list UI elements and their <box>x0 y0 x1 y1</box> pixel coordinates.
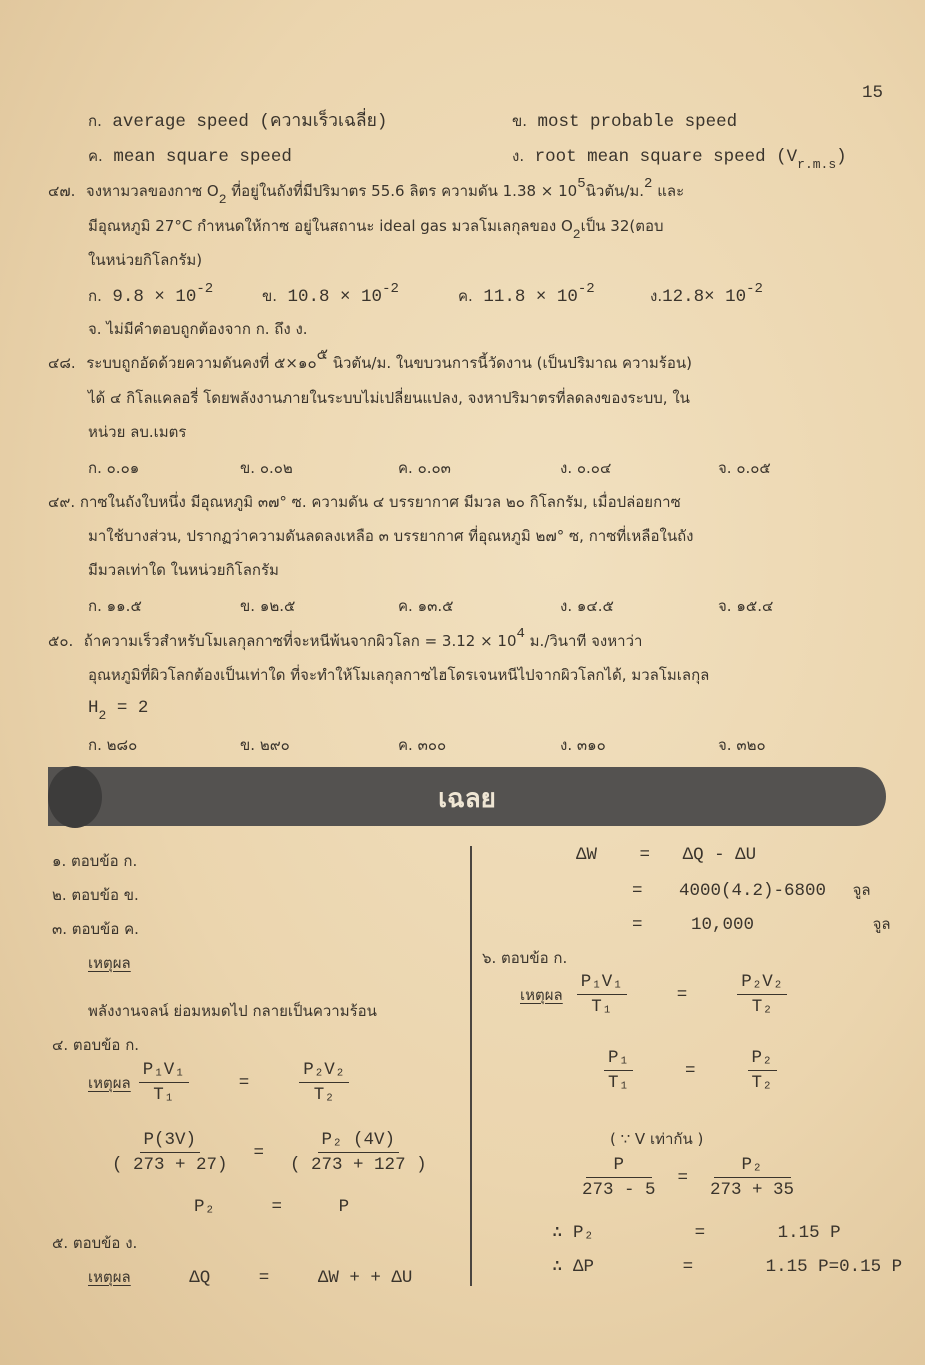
answer-option[interactable]: ข. ๒๙๐ <box>240 736 290 754</box>
reason-label: เหตุผล <box>88 954 131 972</box>
question-number: ๔๙. <box>48 493 76 511</box>
answer-option[interactable]: ง. ๓๑๐ <box>560 736 606 754</box>
prev-option-a: ก. average speed (ความเร็วเฉลี่ย) <box>88 112 388 132</box>
answer-2: ๒. ตอบข้อ ข. <box>52 886 139 904</box>
answer-6: ๖. ตอบข้อ ก. <box>482 949 568 967</box>
question-49-line-3: มีมวลเท่าใด ในหน่วยกิโลกรัม <box>88 561 279 579</box>
question-49: ๔๙. กาซในถังใบหนึ่ง มีอุณหภูมิ ๓๗° ซ. ความดัน ๔ บรรยากาศ มีมวล ๒๐ กิโลกรัม, เมื่อปล่อยกาซ <box>48 493 681 511</box>
answer-4-equation-1: เหตุผล $\frac{\text{P₁V₁}}{\text{T₁}}$ = $\frac{\text{P₂V₂}}{\text{T₂}}$ <box>88 1058 349 1107</box>
answer-5-continued-1: ΔW = ΔQ - ΔU <box>576 845 757 865</box>
prev-option-b: ข. most probable speed <box>512 112 738 132</box>
question-number: ๔๗. <box>48 182 76 200</box>
prev-option-c: ค. mean square speed <box>88 147 292 167</box>
answer-option[interactable]: จ. ๑๕.๔ <box>718 597 774 615</box>
prev-option-d: ง. root mean square speed $(V_{r.m.s})$ <box>512 147 847 172</box>
answer-6-equation-2: $\frac{\text{P₁}}{\text{T₁}}$ = $\frac{\text{P₂}}{\text{T₂}}$ <box>604 1046 777 1095</box>
answer-option[interactable]: ข. ๑๒.๕ <box>240 597 296 615</box>
banner-title: เฉลย <box>438 784 496 814</box>
question-50: ๕๐. ถ้าความเร็วสำหรับโมเลกุลกาซที่จะหนีพ้นจากผิวโลก = $3.12 \times 10^4$ ม./วินาที จงหาว่า <box>48 626 643 650</box>
answer-option[interactable]: ก. ๐.๐๑ <box>88 459 140 477</box>
question-50-line-2: อุณหภูมิที่ผิวโลกต้องเป็นเท่าใด ที่จะทำให้โมเลกุลกาซไฮโดรเจนหนีไปจากผิวโลกได้, มวลโมเลกุล <box>88 666 710 684</box>
answer-option[interactable]: ก. ๒๘๐ <box>88 736 138 754</box>
question-47-line-3: ในหน่วยกิโลกรัม) <box>88 251 203 269</box>
question-number: ๕๐. <box>48 632 74 650</box>
answer-6-equation-4: ∴ P₂ = 1.15 P <box>552 1223 841 1243</box>
answer-1: ๑. ตอบข้อ ก. <box>52 852 138 870</box>
answer-4-equation-2: $\frac{P(3V)}{( 273 + 27)}$ = $\frac{\text{P₂ (4V)}}{( 273 + 127 )}$ <box>112 1130 427 1175</box>
answer-5: ๕. ตอบข้อ ง. <box>52 1234 138 1252</box>
answer-6-equation-3: $\frac{P}{273 - 5}$ = $\frac{\text{P₂}}{273 + 35}$ <box>582 1155 795 1200</box>
answer-option[interactable]: ค. ๐.๐๓ <box>398 459 451 477</box>
answer-option[interactable]: จ. ไม่มีคำตอบถูกต้องจาก ก. ถึง ง. <box>88 320 308 338</box>
question-47-line-2: มีอุณหภูมิ 27°C กำหนดให้กาซ อยู่ในสถานะ ideal gas มวลโมเลกุลของ $O_2$เป็น 32(ตอบ <box>88 217 664 242</box>
answer-3-reason: พลังงานจลน์ ย่อมหมดไป กลายเป็นความร้อน <box>88 1002 377 1020</box>
answer-5-continued-3: = 10,000 จูล <box>632 915 891 935</box>
answer-section-banner <box>48 767 886 826</box>
answer-4: ๔. ตอบข้อ ก. <box>52 1036 140 1054</box>
answer-6-equation-1: เหตุผล $\frac{\text{P₁V₁}}{\text{T₁}}$ = $\frac{\text{P₂V₂}}{\text{T₂}}$ <box>520 970 787 1019</box>
answer-option[interactable]: ง. ๑๔.๕ <box>560 597 614 615</box>
answer-option[interactable]: ค. ๓๐๐ <box>398 736 447 754</box>
answer-3: ๓. ตอบข้อ ค. <box>52 920 139 938</box>
answer-option[interactable]: จ. ๓๒๐ <box>718 736 766 754</box>
column-divider <box>470 846 472 1286</box>
question-48: ๔๘. ระบบถูกอัดด้วยความดันคงที่ ๕×๑๐$^๕$ นิวตัน/ม. ในขบวนการนี้วัดงาน (เป็นปริมาณ ความร้อน) <box>48 345 692 372</box>
answer-option[interactable]: ง$.12.8\times 10^{-2}$ <box>650 281 763 307</box>
answer-option[interactable]: ค. $11.8 \times 10^{-2}$ <box>458 281 595 307</box>
question-47: ๔๗. จงหามวลของกาซ $O_2$ ที่อยู่ในถังที่มีปริมาตร 55.6 ลิตร ความดัน $1.38 \times 10^5$นิวตัน/ม.$^2$ และ <box>48 176 685 207</box>
answer-6-note: ( ∵ V เท่ากัน ) <box>610 1130 704 1148</box>
answer-option[interactable]: ง. ๐.๐๔ <box>560 459 612 477</box>
question-48-line-2: ได้ ๔ กิโลแคลอรี่ โดยพลังงานภายในระบบไม่เปลี่ยนแปลง, จงหาปริมาตรที่ลดลงของระบบ, ใน <box>88 389 690 407</box>
question-49-line-2: มาใช้บางส่วน, ปรากฏว่าความดันลดลงเหลือ ๓ บรรยากาศ ที่อุณหภูมิ ๒๗° ซ, กาซที่เหลือในถัง <box>88 527 694 545</box>
answer-option[interactable]: ข. $10.8 \times 10^{-2}$ <box>262 281 399 307</box>
answer-option[interactable]: ก. $9.8 \times 10^{-2}$ <box>88 281 214 307</box>
banner-cap-decoration <box>48 766 102 828</box>
answer-option[interactable]: จ. ๐.๐๕ <box>718 459 771 477</box>
answer-6-equation-5: ∴ ΔP = 1.15 P=0.15 P <box>552 1257 903 1277</box>
question-number: ๔๘. <box>48 354 76 372</box>
answer-5-equation: เหตุผล ΔQ = ΔW + + ΔU <box>88 1268 413 1288</box>
question-48-line-3: หน่วย ลบ.เมตร <box>88 423 187 441</box>
page-number: 15 <box>862 83 884 103</box>
answer-option[interactable]: ค. ๑๓.๕ <box>398 597 454 615</box>
answer-4-equation-3: P₂ = P <box>194 1197 350 1217</box>
answer-5-continued-2: = 4000(4.2)-6800 จูล <box>632 881 871 901</box>
answer-option[interactable]: ข. ๐.๐๒ <box>240 459 293 477</box>
answer-option[interactable]: ก. ๑๑.๕ <box>88 597 142 615</box>
question-50-line-3: $H_2 = 2$ <box>88 698 149 723</box>
